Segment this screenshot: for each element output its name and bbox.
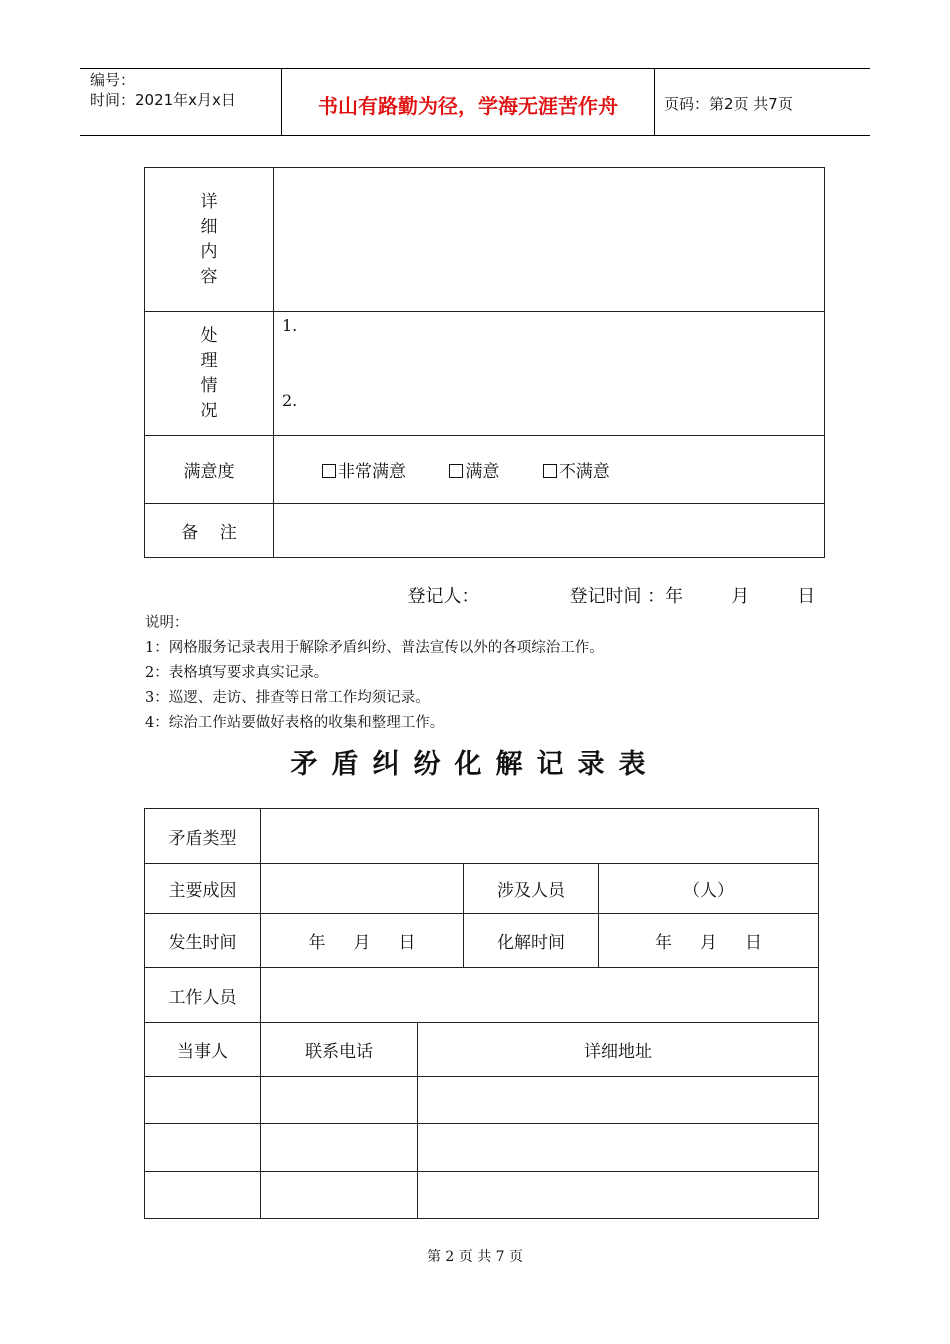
instruction-item: 2：表格填写要求真实记录。 (145, 665, 329, 681)
time-row (145, 914, 819, 968)
header-divider-right (654, 68, 655, 136)
party-cell[interactable] (145, 1124, 261, 1172)
instructions-title: 说明： (145, 615, 189, 631)
occur-time-label: 发生时间 (145, 914, 261, 968)
handling-row (145, 312, 825, 436)
header-bottom-rule (80, 135, 870, 136)
address-cell[interactable] (418, 1172, 819, 1219)
header-meta (90, 70, 236, 110)
involved-unit: （人） (683, 881, 734, 901)
option-unsatisfied[interactable]: 不满意 (543, 462, 610, 482)
handling-label: 处 理 情 况 (145, 312, 274, 436)
header-page-indicator: 页码：第2页 共7页 (664, 95, 793, 113)
phone-cell[interactable] (261, 1077, 418, 1124)
detail-content-cell[interactable] (274, 168, 825, 312)
party-cell[interactable] (145, 1172, 261, 1219)
document-number-label: 编号： (90, 71, 136, 89)
registration-month: 月 (731, 586, 750, 607)
conflict-type-row (145, 809, 819, 864)
registration-line (396, 561, 815, 608)
address-header: 详细地址 (418, 1023, 819, 1077)
checkbox-icon (449, 464, 463, 478)
handling-item-2: 2. (282, 391, 298, 410)
address-cell[interactable] (418, 1077, 819, 1124)
phone-header: 联系电话 (261, 1023, 418, 1077)
involved-count-cell[interactable] (599, 864, 819, 914)
option-satisfied[interactable]: 满意 (449, 462, 499, 482)
table-row (145, 1077, 819, 1124)
option-very-satisfied[interactable]: 非常满意 (322, 462, 406, 482)
resolve-time-label: 化解时间 (464, 914, 599, 968)
phone-cell[interactable] (261, 1124, 418, 1172)
handling-item-1: 1. (282, 316, 298, 335)
satisfaction-label: 满意度 (145, 436, 274, 504)
remarks-content-cell[interactable] (274, 504, 825, 558)
checkbox-icon (322, 464, 336, 478)
conflict-type-cell[interactable] (261, 809, 819, 864)
service-record-table (144, 167, 825, 558)
party-cell[interactable] (145, 1077, 261, 1124)
staff-row (145, 968, 819, 1023)
main-cause-cell[interactable] (261, 864, 464, 914)
address-cell[interactable] (418, 1124, 819, 1172)
document-time-label: 时间：2021年x月x日 (90, 91, 236, 109)
party-header-row (145, 1023, 819, 1077)
resolve-date-cell[interactable]: 年 月 日 (599, 914, 819, 968)
cause-row (145, 864, 819, 914)
page-footer: 第 2 页 共 7 页 (426, 1249, 524, 1265)
satisfaction-options (274, 436, 825, 504)
dispute-form-table (144, 808, 819, 1219)
dispute-form-title: 矛盾纠纷化解记录表 (290, 749, 660, 780)
staff-cell[interactable] (261, 968, 819, 1023)
instruction-item: 1：网格服务记录表用于解除矛盾纠纷、普法宣传以外的各项综治工作。 (145, 640, 604, 656)
registration-day: 日 (797, 586, 816, 607)
instructions (145, 611, 604, 736)
staff-label: 工作人员 (145, 968, 261, 1023)
conflict-type-label: 矛盾类型 (145, 809, 261, 864)
checkbox-icon (543, 464, 557, 478)
involved-label: 涉及人员 (464, 864, 599, 914)
party-header: 当事人 (145, 1023, 261, 1077)
instruction-item: 4：综治工作站要做好表格的收集和整理工作。 (145, 715, 445, 731)
phone-cell[interactable] (261, 1172, 418, 1219)
satisfaction-row (145, 436, 825, 504)
main-cause-label: 主要成因 (145, 864, 261, 914)
remarks-row (145, 504, 825, 558)
table-row (145, 1124, 819, 1172)
handling-content-cell[interactable] (274, 312, 825, 436)
remarks-label: 备 注 (145, 504, 274, 558)
detail-row (145, 168, 825, 312)
header-top-rule (80, 68, 870, 69)
detail-label: 详 细 内 容 (145, 168, 274, 312)
header-motto: 书山有路勤为径，学海无涯苦作舟 (318, 94, 618, 118)
registrar-label: 登记人： (407, 586, 480, 607)
registration-time-label: 登记时间 ：年 (569, 586, 684, 607)
table-row (145, 1172, 819, 1219)
instruction-item: 3：巡逻、走访、排查等日常工作均须记录。 (145, 690, 430, 706)
occur-date-cell[interactable]: 年 月 日 (261, 914, 464, 968)
